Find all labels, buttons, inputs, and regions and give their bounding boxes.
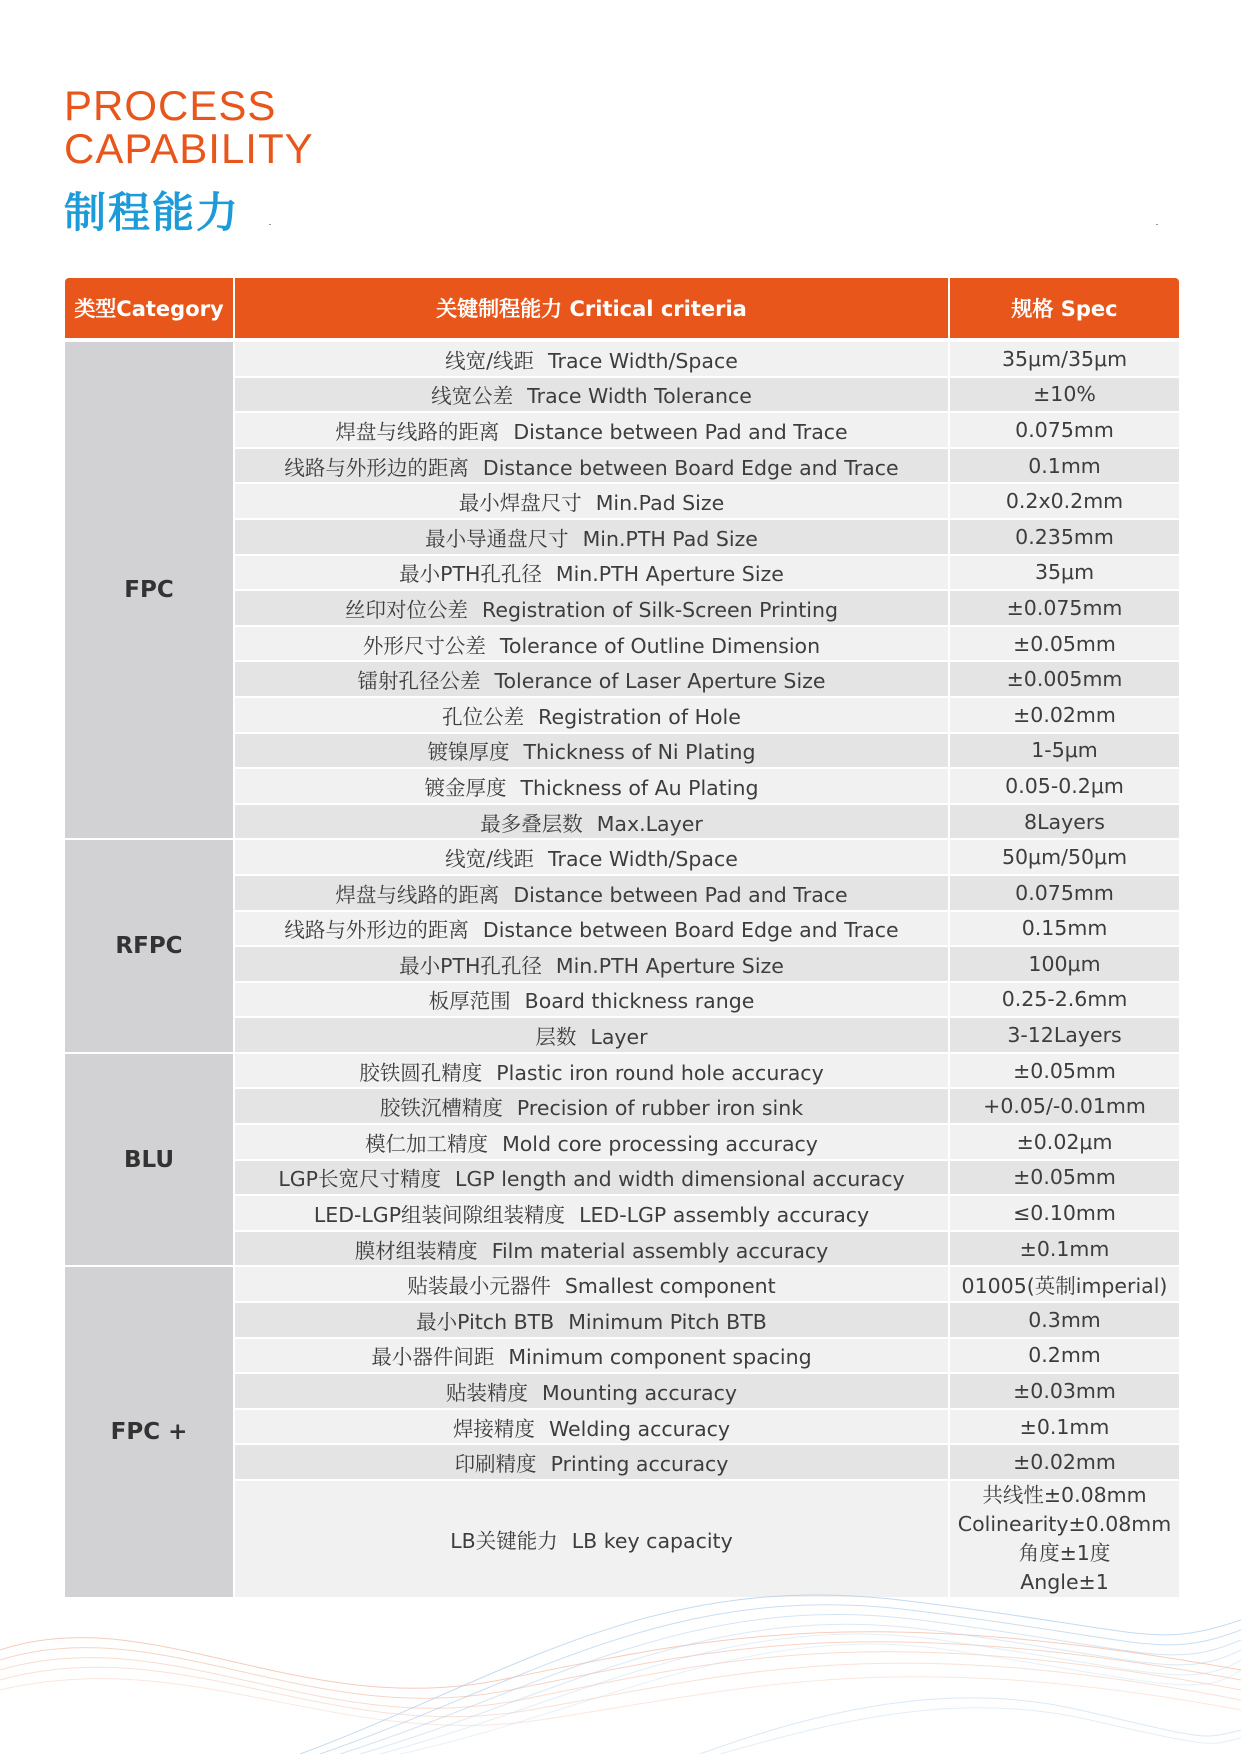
criteria-en: Trace Width/Space — [548, 348, 738, 373]
criteria-cell — [235, 1018, 948, 1054]
spec-cell: ±0.075mm — [950, 591, 1179, 627]
criteria-cell — [235, 378, 948, 414]
criteria-en: Min.PTH Pad Size — [582, 526, 758, 551]
criteria-cell — [235, 556, 948, 592]
criteria-en: Plastic iron round hole accuracy — [496, 1060, 824, 1085]
spec-line: 共线性±0.08mm — [982, 1483, 1147, 1507]
category-cell: RFPC — [65, 840, 233, 1054]
criteria-en: Tolerance of Laser Aperture Size — [494, 669, 826, 694]
process-capability-table — [63, 278, 1181, 1599]
criteria-cn: 镭射孔径公差 — [357, 669, 481, 694]
criteria-en: Thickness of Au Plating — [520, 775, 759, 800]
criteria-cell — [235, 947, 948, 983]
criteria-cn: 最小PTH孔孔径 — [399, 953, 542, 978]
criteria-cn: 镀金厚度 — [424, 775, 507, 800]
spec-cell: 0.15mm — [950, 912, 1179, 948]
criteria-cell — [235, 520, 948, 556]
criteria-cell — [235, 1161, 948, 1197]
spec-line: 角度±1度 — [1018, 1541, 1111, 1565]
spec-cell: 100μm — [950, 947, 1179, 983]
criteria-cn: 贴装最小元器件 — [407, 1274, 551, 1299]
criteria-en: LB key capacity — [571, 1529, 733, 1553]
decorative-waves — [0, 1560, 1241, 1754]
criteria-cn: 印刷精度 — [454, 1452, 537, 1477]
spec-cell: ±0.05mm — [950, 1161, 1179, 1197]
spec-cell: ±0.05mm — [950, 627, 1179, 663]
table-row — [65, 1267, 1179, 1303]
criteria-en: Smallest component — [564, 1274, 776, 1299]
spec-cell: 0.075mm — [950, 876, 1179, 912]
criteria-en: Min.PTH Aperture Size — [555, 562, 784, 587]
spec-cell: 3-12Layers — [950, 1018, 1179, 1054]
criteria-cell — [235, 449, 948, 485]
table-row — [65, 342, 1179, 378]
spec-cell: 8Layers — [950, 805, 1179, 841]
criteria-en: Max.Layer — [596, 811, 703, 836]
criteria-cn: 线宽/线距 — [445, 847, 535, 872]
criteria-cell — [235, 698, 948, 734]
criteria-cell — [235, 1339, 948, 1375]
category-cell: BLU — [65, 1054, 233, 1268]
spec-cell: 0.25-2.6mm — [950, 983, 1179, 1019]
criteria-cell — [235, 342, 948, 378]
criteria-cell — [235, 805, 948, 841]
spec-cell: 0.075mm — [950, 413, 1179, 449]
criteria-cell — [235, 1232, 948, 1268]
criteria-cell — [235, 1125, 948, 1161]
spec-cell: ±0.1mm — [950, 1232, 1179, 1268]
criteria-cell — [235, 769, 948, 805]
criteria-en: Board thickness range — [524, 989, 755, 1014]
category-cell: FPC — [65, 342, 233, 840]
page-title-block — [64, 84, 314, 240]
criteria-cn: 最小PTH孔孔径 — [399, 562, 542, 587]
criteria-cn: 孔位公差 — [442, 704, 525, 729]
criteria-en: Registration of Silk-Screen Printing — [482, 597, 838, 622]
criteria-cell — [235, 627, 948, 663]
table-header-row — [65, 278, 1179, 338]
criteria-en: Registration of Hole — [538, 704, 741, 729]
criteria-cell — [235, 484, 948, 520]
header-criteria: 关键制程能力 Critical criteria — [235, 278, 948, 338]
criteria-cn: 镀镍厚度 — [427, 740, 510, 765]
criteria-en: Distance between Pad and Trace — [513, 882, 848, 907]
spec-cell: ±0.02μm — [950, 1125, 1179, 1161]
criteria-cell — [235, 912, 948, 948]
criteria-cn: 焊盘与线路的距离 — [335, 419, 500, 444]
criteria-en: Welding accuracy — [548, 1416, 731, 1441]
criteria-cell — [235, 1267, 948, 1303]
table-body — [65, 342, 1179, 1599]
spec-cell: ±0.02mm — [950, 1445, 1179, 1481]
spec-cell: ±10% — [950, 378, 1179, 414]
table-row — [65, 1054, 1179, 1090]
criteria-en: Mounting accuracy — [542, 1381, 737, 1406]
criteria-cn: 焊接精度 — [452, 1416, 535, 1441]
spec-cell: 0.2mm — [950, 1339, 1179, 1375]
criteria-cn: 最小Pitch BTB — [416, 1309, 555, 1334]
criteria-cell — [235, 591, 948, 627]
criteria-cell — [235, 662, 948, 698]
criteria-cn: 胶铁圆孔精度 — [359, 1060, 483, 1085]
criteria-en: Thickness of Ni Plating — [523, 740, 756, 765]
criteria-cn: 贴装精度 — [446, 1381, 529, 1406]
title-capability: CAPABILITY — [64, 125, 314, 172]
spec-cell: +0.05/-0.01mm — [950, 1089, 1179, 1125]
spec-cell: 35μm — [950, 556, 1179, 592]
criteria-cn: 外形尺寸公差 — [362, 633, 486, 658]
spec-cell: ±0.03mm — [950, 1374, 1179, 1410]
criteria-en: LGP length and width dimensional accuracy — [455, 1167, 905, 1192]
criteria-cn: LED-LGP组装间隙组装精度 — [313, 1203, 566, 1228]
decor-dot-right — [1156, 224, 1158, 225]
criteria-cell — [235, 734, 948, 770]
criteria-cn: 丝印对位公差 — [345, 597, 469, 622]
table-row — [65, 840, 1179, 876]
criteria-cn: 胶铁沉槽精度 — [379, 1096, 503, 1121]
criteria-cn: 最小导通盘尺寸 — [425, 526, 569, 551]
spec-cell: 01005(英制imperial) — [950, 1267, 1179, 1303]
criteria-en: Tolerance of Outline Dimension — [499, 633, 821, 658]
spec-cell: ±0.1mm — [950, 1410, 1179, 1446]
criteria-en: Minimum Pitch BTB — [568, 1309, 767, 1334]
criteria-cell — [235, 983, 948, 1019]
spec-cell: 0.2x0.2mm — [950, 484, 1179, 520]
criteria-cell — [235, 1374, 948, 1410]
criteria-en: Distance between Pad and Trace — [513, 419, 848, 444]
spec-cell: 0.3mm — [950, 1303, 1179, 1339]
criteria-en: Trace Width/Space — [548, 847, 738, 872]
header-spec: 规格 Spec — [950, 278, 1179, 338]
criteria-en: Distance between Board Edge and Trace — [482, 455, 899, 480]
spec-cell: 50μm/50μm — [950, 840, 1179, 876]
criteria-cell — [235, 1303, 948, 1339]
criteria-cn: 最小器件间距 — [371, 1345, 495, 1370]
criteria-cn: 焊盘与线路的距离 — [335, 882, 500, 907]
criteria-cell — [235, 1445, 948, 1481]
spec-line: Colinearity±0.08mm — [957, 1512, 1172, 1536]
criteria-cn: 最多叠层数 — [480, 811, 583, 836]
spec-cell: ±0.05mm — [950, 1054, 1179, 1090]
criteria-cn: 模仁加工精度 — [365, 1131, 489, 1156]
category-cell: FPC + — [65, 1267, 233, 1599]
criteria-en: Min.PTH Aperture Size — [555, 953, 784, 978]
spec-cell: 0.05-0.2μm — [950, 769, 1179, 805]
criteria-cell — [235, 1054, 948, 1090]
criteria-cn: 最小焊盘尺寸 — [458, 491, 582, 516]
spec-cell: 35μm/35μm — [950, 342, 1179, 378]
criteria-cn: LGP长宽尺寸精度 — [278, 1167, 442, 1192]
criteria-cell — [235, 840, 948, 876]
decor-dot-left — [269, 224, 271, 225]
spec-cell: ≤0.10mm — [950, 1196, 1179, 1232]
spec-cell: ±0.005mm — [950, 662, 1179, 698]
title-chinese: 制程能力 — [64, 188, 241, 237]
criteria-en: LED-LGP assembly accuracy — [579, 1203, 870, 1228]
spec-line: Angle±1 — [1020, 1570, 1109, 1594]
criteria-cn: 板厚范围 — [428, 989, 511, 1014]
criteria-cell — [235, 1196, 948, 1232]
criteria-cell — [235, 413, 948, 449]
criteria-en: Trace Width Tolerance — [527, 384, 752, 409]
criteria-cell — [235, 1410, 948, 1446]
criteria-en: Film material assembly accuracy — [491, 1238, 829, 1263]
criteria-en: Printing accuracy — [550, 1452, 729, 1477]
criteria-cn: 层数 — [535, 1025, 577, 1050]
header-category: 类型Category — [65, 278, 233, 338]
spec-cell: 1-5μm — [950, 734, 1179, 770]
criteria-en: Min.Pad Size — [595, 491, 725, 516]
criteria-en: Precision of rubber iron sink — [516, 1096, 804, 1121]
criteria-cn: 线宽/线距 — [445, 348, 535, 373]
criteria-cn: 膜材组装精度 — [354, 1238, 478, 1263]
criteria-cn: LB关键能力 — [450, 1529, 558, 1553]
criteria-cn: 线宽公差 — [431, 384, 514, 409]
title-process: PROCESS — [64, 82, 277, 129]
criteria-cell — [235, 1089, 948, 1125]
criteria-en: Mold core processing accuracy — [502, 1131, 818, 1156]
criteria-cn: 线路与外形边的距离 — [284, 918, 469, 943]
spec-cell: 0.1mm — [950, 449, 1179, 485]
spec-cell: 0.235mm — [950, 520, 1179, 556]
criteria-en: Minimum component spacing — [508, 1345, 812, 1370]
criteria-en: Layer — [590, 1025, 648, 1050]
criteria-cn: 线路与外形边的距离 — [284, 455, 469, 480]
spec-cell: ±0.02mm — [950, 698, 1179, 734]
criteria-en: Distance between Board Edge and Trace — [482, 918, 899, 943]
criteria-cell — [235, 876, 948, 912]
